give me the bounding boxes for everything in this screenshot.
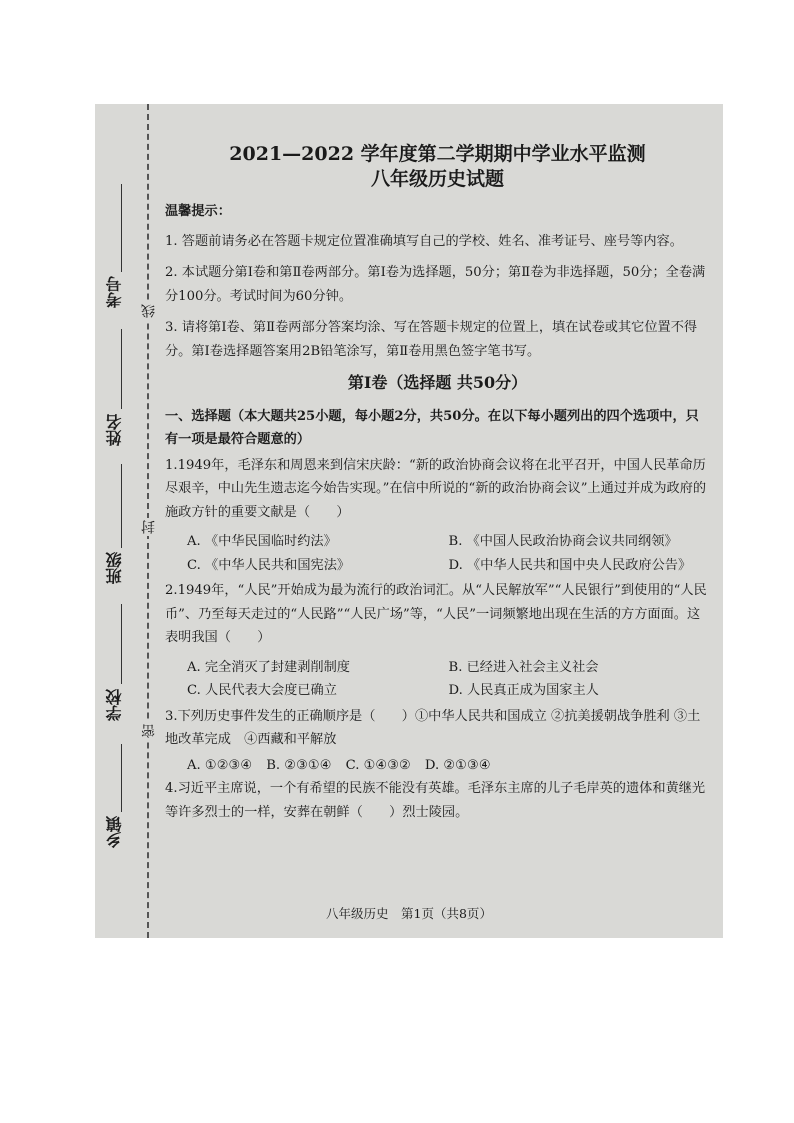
exam-number-line [121,184,122,272]
question-1 [165,454,710,578]
option-d: D. ②①③④ [424,757,491,773]
question-stem: 2.1949年，“人民”开始成为最为流行的政治词汇。从“人民解放军”“人民银行”到使用的“人民币”、乃至每天走过的“人民路”“人民广场”等，“人民”一词频繁地出现在生活的方方面面。这表明我国（ ） [165,583,707,645]
question-2 [165,579,710,703]
option-a: A. 《中华民国临时约法》 [187,534,337,549]
question-stem: 4.习近平主席说，一个有希望的民族不能没有英雄。毛泽东主席的儿子毛岸英的遗体和黄继光等许多烈士的一样，安葬在朝鲜（ ）烈士陵园。 [165,781,706,820]
section-title: 第Ⅰ卷（选择题 共50分） [347,373,528,392]
township-label: 乡镇 [105,816,124,848]
options [165,656,710,703]
option-d: D. 《中华人民共和国中央人民政府公告》 [448,557,692,573]
name-line [121,329,122,409]
options [165,754,710,778]
exam-sheet [95,104,723,938]
option-b: B. 已经进入社会主义社会 [448,659,599,675]
exam-subtitle: 八年级历史试题 [370,168,504,190]
seal-mark-line: 线 [141,304,157,318]
seal-mark-seal: 封 [141,520,157,534]
class-label: 班级 [105,552,124,584]
exam-number-label: 考号 [105,276,124,308]
question-stem: 1.1949年，毛泽东和周恩来到信宋庆龄：“新的政治协商会议将在北平召开，中国人民革命历尽艰辛，中山先生遗志迄今始告实现。”在信中所说的“新的政治协商会议”上通过并成为政府的施政方针的重要文献是（ ） [165,457,707,520]
tip-3: 3. 请将第Ⅰ卷、第Ⅱ卷两部分答案均涂、写在答题卡规定的位置上，填在试卷或其它位置不得分。第Ⅰ卷选择题答案用2B铅笔涂写，第Ⅱ卷用黑色签字笔书写。 [165,320,698,359]
part-heading: 一、选择题（本大题共25小题，每小题2分，共50分。在以下每小题列出的四个选项中，只有一项是最符合题意的） [165,408,699,447]
question-4 [165,777,710,824]
class-line [121,464,122,548]
option-d: D. 人民真正成为国家主人 [448,683,599,698]
page-footer: 八年级历史 第1页（共8页） [326,906,492,921]
options [165,530,710,577]
question-3 [165,705,710,778]
option-a: A. ①②③④ [187,757,253,773]
option-a: A. 完全消灭了封建剥削制度 [187,659,350,675]
option-c: C. ①④③② [345,757,411,773]
seal-mark-secret: 密 [141,724,157,738]
tip-2: 2. 本试题分第Ⅰ卷和第Ⅱ卷两部分。第Ⅰ卷为选择题，50分；第Ⅱ卷为非选择题，50分；全卷满分100分。考试时间为60分钟。 [165,265,706,304]
question-stem: 3.下列历史事件发生的正确顺序是（ ）①中华人民共和国成立 ②抗美援朝战争胜利 ③土地改革完成 ④西藏和平解放 [165,708,701,747]
name-label: 姓名 [105,414,124,446]
tips-heading: 温馨提示： [165,204,231,219]
option-b: B. 《中国人民政治协商会议共同纲领》 [448,534,678,549]
option-b: B. ②③①④ [266,757,332,773]
exam-content [165,142,710,824]
tip-1: 1. 答题前请务必在答题卡规定位置准确填写自己的学校、姓名、准考证号、座号等内容。 [165,233,683,249]
township-line [121,744,122,812]
school-line [121,604,122,684]
school-label: 学校 [105,689,124,721]
option-c: C. 人民代表大会度已确立 [187,683,337,698]
exam-title: 2021—2022 学年度第二学期期中学业水平监测 [229,143,646,165]
option-c: C. 《中华人民共和国宪法》 [187,557,351,573]
